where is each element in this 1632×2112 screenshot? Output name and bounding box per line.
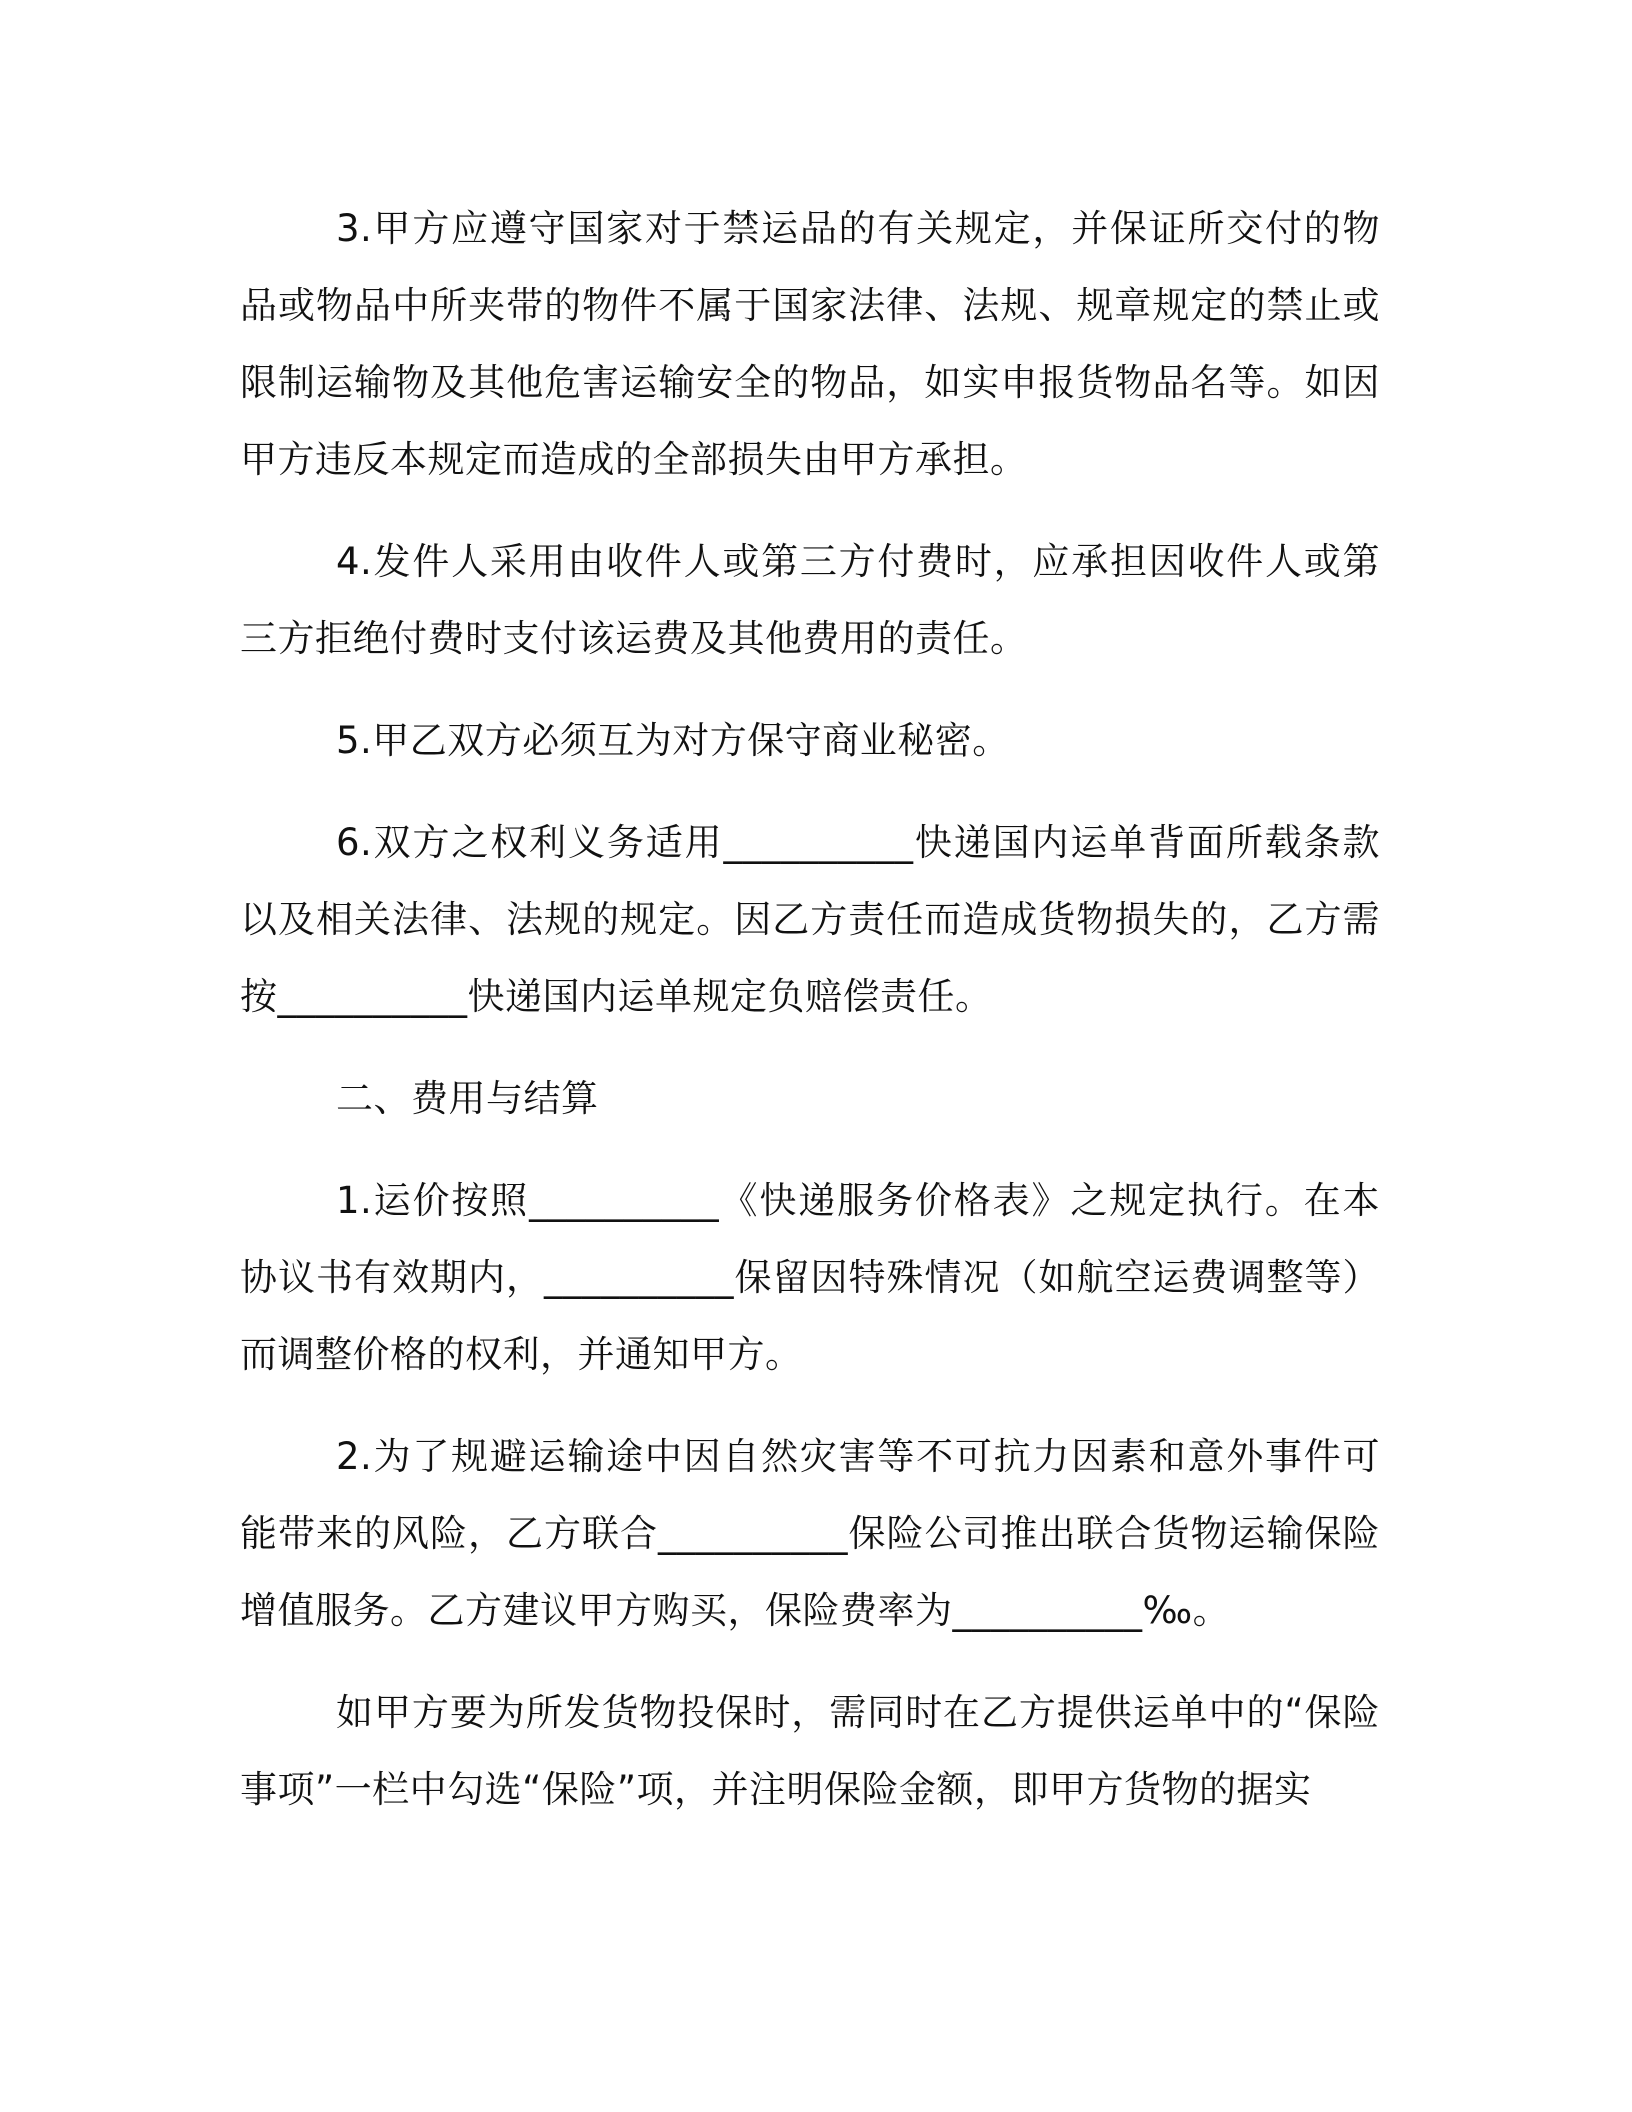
fees-clause-1-paragraph: 1.运价按照__________《快递服务价格表》之规定执行。在本协议书有效期内，__________保留因特殊情况（如航空运费调整等）而调整价格的权利，并通知甲方。 [240,1179,1380,1376]
fees-clause-2-paragraph: 2.为了规避运输途中因自然灾害等不可抗力因素和意外事件可能带来的风险，乙方联合__________保险公司推出联合货物运输保险增值服务。乙方建议甲方购买，保险费率为__________‰。 [240,1435,1380,1632]
clause-5-paragraph: 5.甲乙双方必须互为对方保守商业秘密。 [336,719,1010,762]
section-heading-fees: 二、费用与结算 [336,1077,599,1120]
clause-4-paragraph: 4.发件人采用由收件人或第三方付费时，应承担因收件人或第三方拒绝付费时支付该运费及其他费用的责任。 [240,540,1380,660]
document-page [240,190,1380,1853]
insurance-paragraph: 如甲方要为所发货物投保时，需同时在乙方提供运单中的“保险事项”一栏中勾选“保险”项，并注明保险金额，即甲方货物的据实 [240,1691,1380,1811]
clause-6-paragraph: 6.双方之权利义务适用__________快递国内运单背面所载条款以及相关法律、法规的规定。因乙方责任而造成货物损失的，乙方需按__________快递国内运单规定负赔偿责任。 [240,821,1380,1018]
clause-3-paragraph: 3.甲方应遵守国家对于禁运品的有关规定，并保证所交付的物品或物品中所夹带的物件不属于国家法律、法规、规章规定的禁止或限制运输物及其他危害运输安全的物品，如实申报货物品名等。如因甲方违反本规定而造成的全部损失由甲方承担。 [240,207,1380,481]
